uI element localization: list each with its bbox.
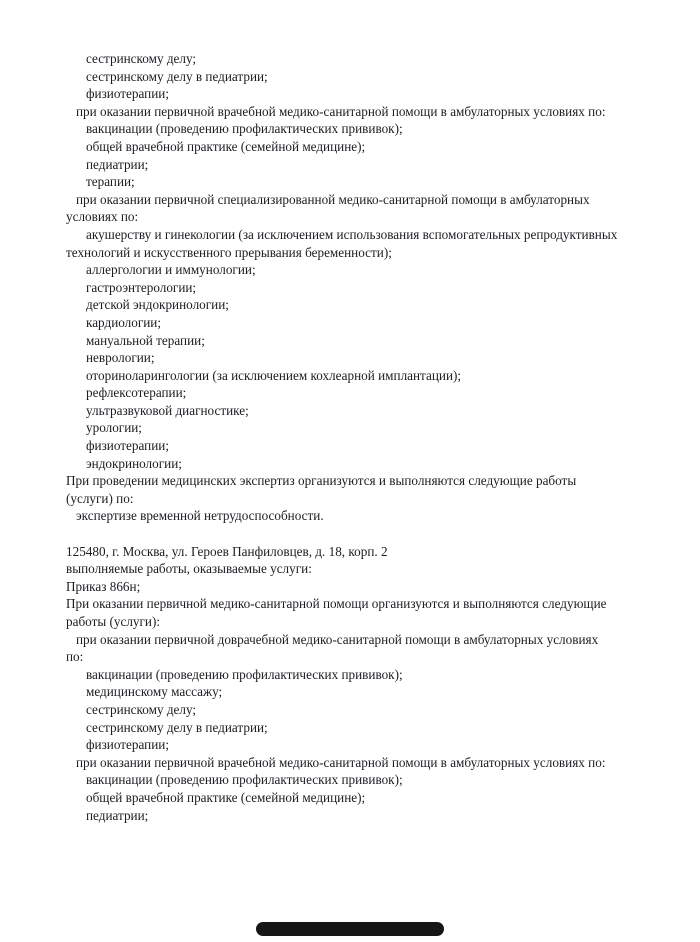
blank-line xyxy=(0,525,700,543)
document-line: эндокринологии; xyxy=(86,455,182,471)
document-line: неврологии; xyxy=(86,350,155,366)
document-line: физиотерапии; xyxy=(86,737,170,753)
document-line: терапии; xyxy=(86,174,135,190)
document-line: вакцинации (проведению профилактических прививок); xyxy=(86,121,403,137)
document-line: кардиологии; xyxy=(86,314,162,330)
document-line: оториноларингологии (за исключением кохлеарной имплантации); xyxy=(86,367,462,383)
document-line: общей врачебной практике (семейной медицине); xyxy=(86,789,366,805)
document-line: мануальной терапии; xyxy=(86,332,205,348)
document-line: при оказании первичной специализированной медико-санитарной помощи в амбулаторных xyxy=(76,191,590,207)
document-line: вакцинации (проведению профилактических прививок); xyxy=(86,666,403,682)
document-line: педиатрии; xyxy=(86,807,149,823)
document-line: ультразвуковой диагностике; xyxy=(86,402,249,418)
document-line: Приказ 866н; xyxy=(66,578,141,594)
document-line: при оказании первичной врачебной медико-санитарной помощи в амбулаторных условиях по: xyxy=(76,754,606,770)
document-line: аллергологии и иммунологии; xyxy=(86,262,256,278)
document-line: медицинскому массажу; xyxy=(86,684,223,700)
document-line: (услуги) по: xyxy=(66,490,134,506)
document-line: при оказании первичной врачебной медико-санитарной помощи в амбулаторных условиях по: xyxy=(76,103,606,119)
document-line: урологии; xyxy=(86,420,142,436)
document-line: общей врачебной практике (семейной медицине); xyxy=(86,138,366,154)
document-line: детской эндокринологии; xyxy=(86,297,229,313)
document-line: по: xyxy=(66,649,84,665)
document-line: При проведении медицинских экспертиз организуются и выполняются следующие работы xyxy=(66,473,577,489)
document-line: экспертизе временной нетрудоспособности. xyxy=(76,508,324,524)
document-line: условиях по: xyxy=(66,209,139,225)
home-indicator-bar[interactable] xyxy=(256,922,444,936)
document-line: рефлексотерапии; xyxy=(86,385,187,401)
document-line: 125480, г. Москва, ул. Героев Панфиловцев, д. 18, корп. 2 xyxy=(66,543,388,559)
document-line: технологий и искусственного прерывания беременности); xyxy=(66,244,392,260)
document-line: при оказании первичной доврачебной медико-санитарной помощи в амбулаторных условиях xyxy=(76,631,599,647)
document-line: гастроэнтерологии; xyxy=(86,279,197,295)
document-line: сестринскому делу; xyxy=(86,701,197,717)
document-line: работы (услуги): xyxy=(66,614,161,629)
document-line: физиотерапии; xyxy=(86,86,170,102)
document-line: акушерству и гинекологии (за исключением использования вспомогательных репродуктивных xyxy=(86,226,618,242)
document-line: При оказании первичной медико-санитарной помощи организуются и выполняются следующие xyxy=(66,596,607,612)
document-line: сестринскому делу в педиатрии; xyxy=(86,68,268,84)
document-line: сестринскому делу; xyxy=(86,51,197,66)
document-line: педиатрии; xyxy=(86,156,149,172)
document-line: выполняемые работы, оказываемые услуги: xyxy=(66,561,312,577)
document-line: вакцинации (проведению профилактических прививок); xyxy=(86,772,403,788)
document-line: физиотерапии; xyxy=(86,438,170,454)
license-document-text xyxy=(0,50,700,824)
document-line: сестринскому делу в педиатрии; xyxy=(86,719,268,735)
